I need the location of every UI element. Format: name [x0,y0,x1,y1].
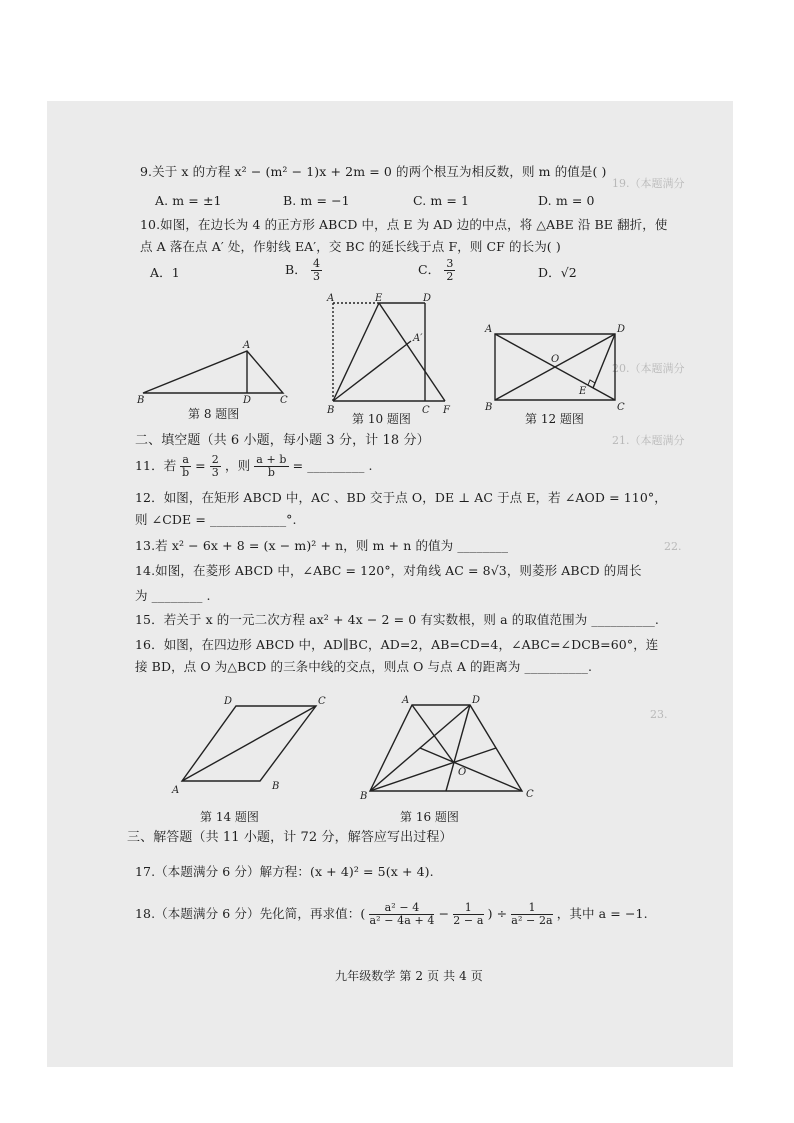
fig8-label-a: A [243,340,251,351]
q18-suffix: ，其中 a = −1. [556,906,648,921]
q10-option-b-fraction [311,258,322,283]
question-14-line2: 为 ________ . [135,588,211,603]
fraction-denominator: a² − 4a + 4 [369,914,435,927]
figure-10 [325,295,465,415]
question-10-line1: 10.如图，在边长为 4 的正方形 ABCD 中，点 E 为 AD 边的中点，将 △ABE 沿 BE 翻折，使 [140,217,668,232]
fraction-numerator: 4 [312,257,321,270]
fig16-median-d [446,705,470,791]
fig16-label-d: D [472,695,481,706]
fig14-label-d: D [224,696,233,707]
fig16-median-c [420,748,522,791]
fig8-label-c: C [280,395,288,406]
q10-option-b-label: B． [285,262,307,277]
q18-prefix: 18.（本题满分 6 分）先化简，再求值：( [135,906,366,921]
q9-option-b: B. m = −1 [283,193,350,208]
fig14-label-c: C [318,696,326,707]
fraction-numerator: 2 [211,453,219,466]
q11-middle: ，则 [224,458,251,473]
fig10-segment-ba [333,341,411,401]
question-16-line1: 16．如图，在四边形 ABCD 中，AD∥BC，AD=2，AB=CD=4，∠ABC=∠DCB=60°，连 [135,637,659,652]
question-16-line2: 接 BD，点 O 为△BCD 的三条中线的交点，则点 O 与点 A 的距离为 __________. [135,659,593,674]
fraction-numerator: a² − 4 [369,902,434,915]
fig10-label-a: A [327,293,335,304]
fraction-numerator: 1 [511,902,552,915]
caption-fig14: 第 14 题图 [200,810,259,824]
figure-14 [168,693,328,796]
fraction-denominator: 2 − a [453,914,484,927]
q10-option-c-fraction [444,258,455,283]
figure-8 [135,340,295,407]
fig16-median-b [370,748,496,791]
fig10-segment-be [333,303,379,401]
fraction-denominator: b [267,466,275,479]
fraction-numerator: 3 [446,257,454,270]
fig10-label-d: D [423,293,432,304]
fig14-label-a: A [172,785,180,796]
fig10-label-b: B [327,405,335,416]
figure-16 [360,693,550,801]
fig12-label-c: C [617,402,625,413]
fig16-label-a: A [402,695,410,706]
fig10-ray-ef [379,303,445,401]
fig12-label-o: O [551,354,560,365]
q18-fraction-1 [369,902,434,927]
question-9: 9.关于 x 的方程 x² − (m² − 1)x + 2m = 0 的两个根互为相反数，则 m 的值是( ) [140,164,607,179]
fig10-label-e: E [375,293,383,304]
question-13: 13.若 x² − 6x + 8 = (x − m)² + n，则 m + n 的值为 ________ [135,538,509,553]
fig12-label-a: A [485,324,493,335]
fig16-segment-ao [412,705,454,763]
bleed-through-text: 21.（本题满分 [612,434,685,447]
question-17: 17.（本题满分 6 分）解方程：(x + 4)² = 5(x + 4). [135,864,434,879]
question-11: 11．若 $\frac{a}{b}$ = $\frac{2}{3}$ ，则 $\frac{a + b}{b}$ = _________ . [135,453,373,479]
q10-option-b [285,258,322,283]
fig10-label-f: F [443,405,450,416]
bleed-through-text: 23. [650,708,668,721]
fraction-numerator: 1 [453,902,483,915]
q18-close: ) ÷ [487,906,512,921]
bleed-through-text: 22. [664,540,682,553]
q11-fraction-2-over-3 [210,454,221,479]
bleed-through-text: 19.（本题满分 [612,177,685,190]
q18-fraction-3 [511,902,552,927]
q11-fraction-a-over-b [180,454,191,479]
fig16-label-b: B [360,791,368,802]
fig8-label-b: B [137,395,145,406]
q10-option-c-label: C． [418,262,441,277]
page-footer: 九年级数学 第 2 页 共 4 页 [335,969,483,983]
q10-option-c [418,258,455,283]
question-12-line2: 则 ∠CDE = ____________°. [135,512,297,527]
caption-fig8: 第 8 题图 [188,407,240,421]
caption-fig10: 第 10 题图 [352,412,411,426]
fraction-numerator: a [182,453,190,466]
fig10-label-a-prime: A′ [413,333,423,344]
caption-fig12: 第 12 题图 [525,412,584,426]
q9-option-d: D. m = 0 [538,193,595,208]
question-14-line1: 14.如图，在菱形 ABCD 中，∠ABC = 120°，对角线 AC = 8√3，则菱形 ABCD 的周长 [135,563,642,578]
fraction-denominator: a² − 2a [511,914,553,927]
q11-fraction-apb-over-b [254,454,288,479]
fig8-label-d: D [243,395,252,406]
fraction-denominator: 3 [312,270,321,283]
fig10-label-c: C [422,405,430,416]
fig12-label-d: D [617,324,626,335]
q18-fraction-2 [453,902,483,927]
caption-fig16: 第 16 题图 [400,810,459,824]
fraction-numerator: a + b [256,453,287,466]
q10-option-a: A．1 [150,265,180,280]
question-12-line1: 12．如图，在矩形 ABCD 中，AC 、BD 交于点 O，DE ⊥ AC 于点 E，若 ∠AOD = 110°， [135,490,667,505]
fraction-denominator: 2 [446,270,454,283]
fig16-label-c: C [526,789,534,800]
q11-prefix: 11．若 [135,458,177,473]
fig14-diagonal-ac [182,706,316,781]
fig16-label-o: O [458,767,467,778]
question-18 [135,902,648,927]
question-10-line2: 点 A 落在点 A′ 处，作射线 EA′，交 BC 的延长线于点 F，则 CF 的长为( ) [140,239,561,254]
fraction-denominator: 3 [211,466,219,479]
q18-minus: − [438,906,454,921]
fig8-triangle [143,351,283,393]
fraction-denominator: b [182,466,190,479]
fig14-label-b: B [272,781,280,792]
question-15: 15．若关于 x 的一元二次方程 ax² + 4x − 2 = 0 有实数根，则 a 的取值范围为 __________. [135,612,659,627]
fig12-label-b: B [485,402,493,413]
q9-option-c: C. m = 1 [413,193,470,208]
section-3-heading: 三、解答题（共 11 小题，计 72 分，解答应写出过程） [127,830,453,845]
q11-suffix: = _________ . [292,458,373,473]
fig16-trapezoid [370,705,522,791]
bleed-through-text: 20.（本题满分 [612,362,685,375]
section-2-heading: 二、填空题（共 6 小题，每小题 3 分，计 18 分） [135,433,430,448]
q9-option-a: A. m = ±1 [155,193,222,208]
q10-option-d: D．√2 [538,265,577,280]
fig12-label-e: E [579,386,587,397]
fig12-segment-de [593,334,615,388]
figure-12 [485,322,625,412]
